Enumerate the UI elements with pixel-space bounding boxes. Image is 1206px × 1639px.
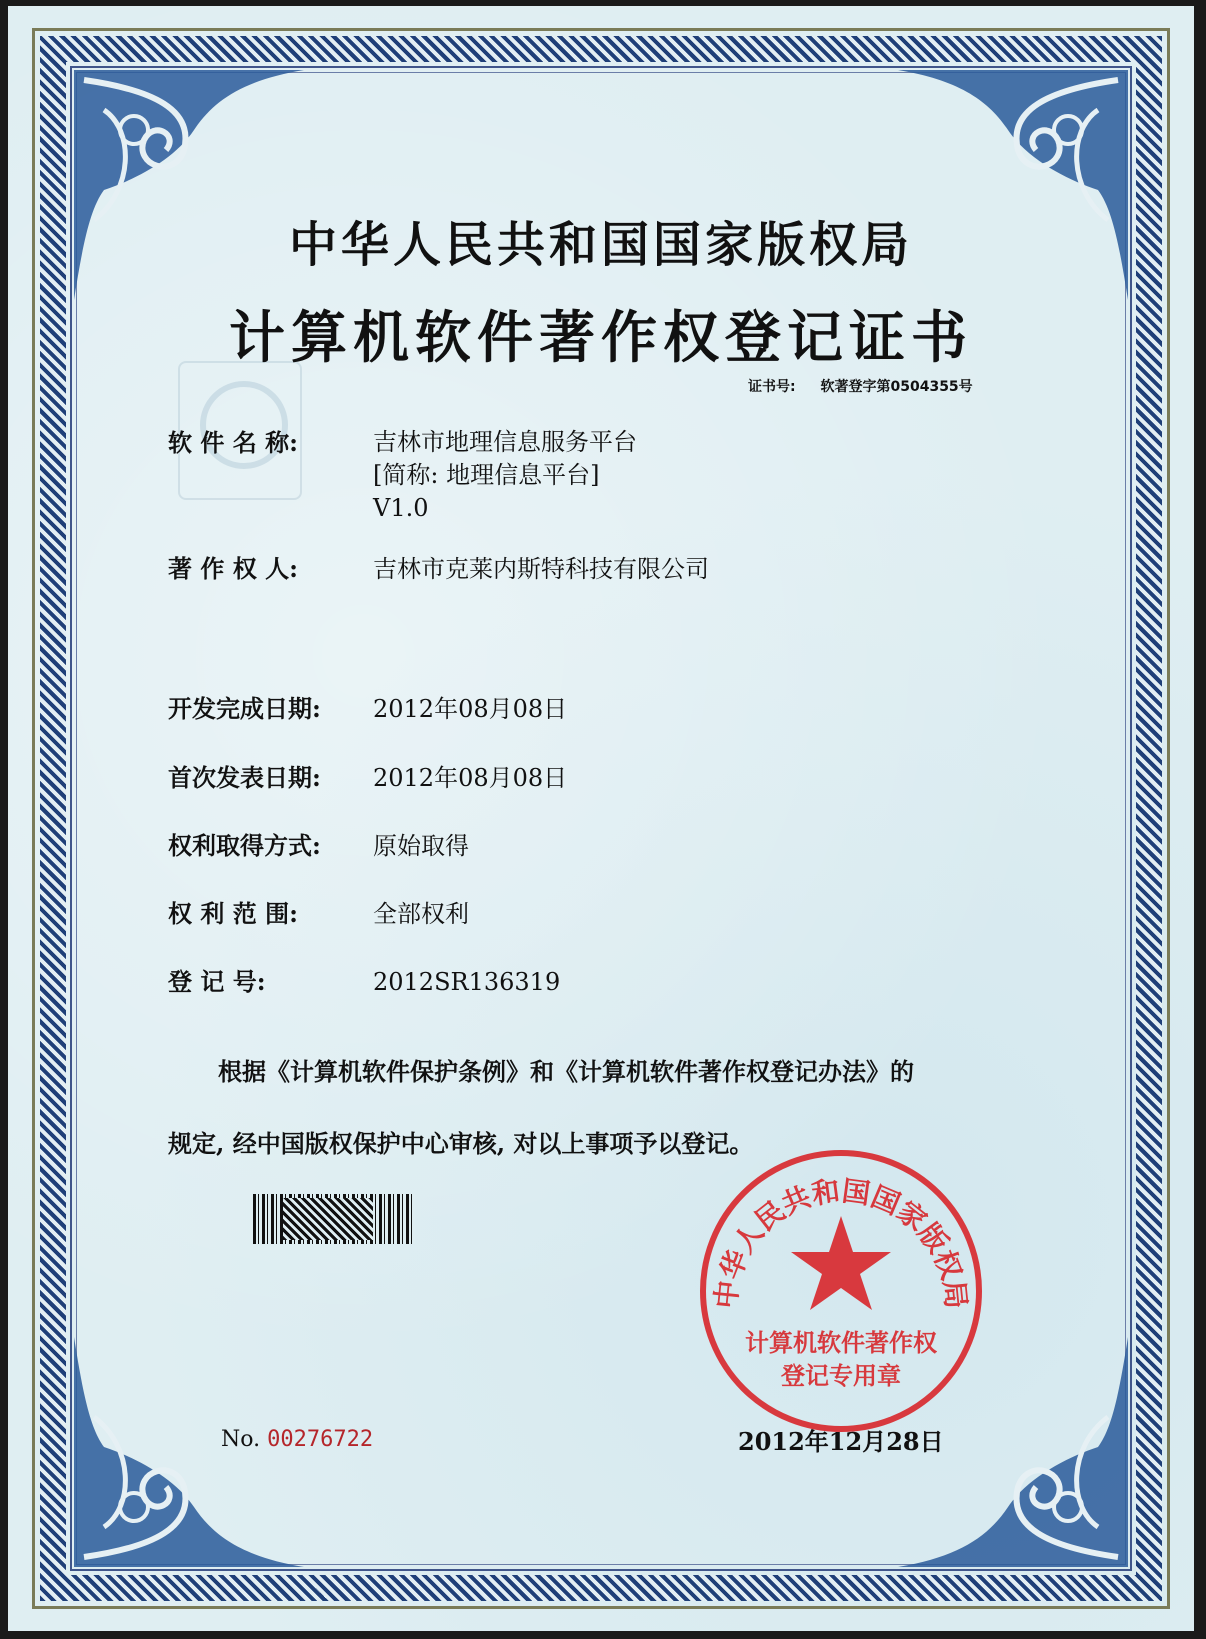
field-owner xyxy=(168,549,709,584)
cert-no-label: 证书号: xyxy=(748,379,796,395)
statement-line-1: 根据《计算机软件保护条例》和《计算机软件著作权登记办法》的 xyxy=(218,1057,914,1086)
barcode xyxy=(253,1194,415,1244)
serial-number xyxy=(221,1427,373,1452)
serial-prefix: No. xyxy=(221,1427,261,1452)
field-pub-date xyxy=(168,758,567,793)
field-label: 软 件 名 称: xyxy=(168,428,298,457)
software-short-name-line: [简称: 地理信息平台] xyxy=(373,461,600,489)
field-registration-number xyxy=(168,962,560,997)
software-name-line: 吉林市地理信息服务平台 xyxy=(373,428,637,456)
field-value xyxy=(373,426,637,525)
certificate-page xyxy=(8,6,1194,1631)
field-value: 2012SR136319 xyxy=(373,968,561,996)
cert-no-value: 软著登字第0504355号 xyxy=(820,379,973,395)
issuer-title: 中华人民共和国国家版权局 xyxy=(288,217,913,273)
field-label: 登 记 号: xyxy=(168,967,266,996)
software-version-line: V1.0 xyxy=(373,494,429,522)
field-label: 开发完成日期: xyxy=(168,694,321,723)
field-rights-scope xyxy=(168,894,469,929)
issue-date: 2012年12月28日 xyxy=(738,1427,944,1456)
seal-star-icon xyxy=(791,1216,891,1310)
seal-ring-text: 中华人民共和国国家版权局 xyxy=(709,1174,973,1311)
corner-ornament-bottom-left xyxy=(74,1337,304,1567)
certificate-title: 计算机软件著作权登记证书 xyxy=(229,305,973,371)
seal-center-line-2: 登记专用章 xyxy=(781,1362,901,1390)
field-value: 吉林市克莱内斯特科技有限公司 xyxy=(373,555,709,583)
field-label: 著 作 权 人: xyxy=(168,554,298,583)
field-value: 原始取得 xyxy=(373,832,469,860)
certificate-number xyxy=(748,376,973,396)
field-value: 2012年08月08日 xyxy=(373,764,568,792)
field-acquire-method xyxy=(168,826,469,861)
serial-value: 00276722 xyxy=(267,1427,374,1452)
field-label: 权利取得方式: xyxy=(168,831,321,860)
field-value: 2012年08月08日 xyxy=(373,695,568,723)
field-dev-date xyxy=(168,689,567,724)
field-label: 首次发表日期: xyxy=(168,763,321,792)
seal-center-line-1: 计算机软件著作权 xyxy=(745,1329,937,1357)
field-software-name xyxy=(168,426,637,525)
field-value: 全部权利 xyxy=(373,900,469,928)
official-seal xyxy=(696,1146,986,1436)
field-label: 权 利 范 围: xyxy=(168,899,298,928)
statement-line-2: 规定, 经中国版权保护中心审核, 对以上事项予以登记。 xyxy=(168,1129,754,1158)
